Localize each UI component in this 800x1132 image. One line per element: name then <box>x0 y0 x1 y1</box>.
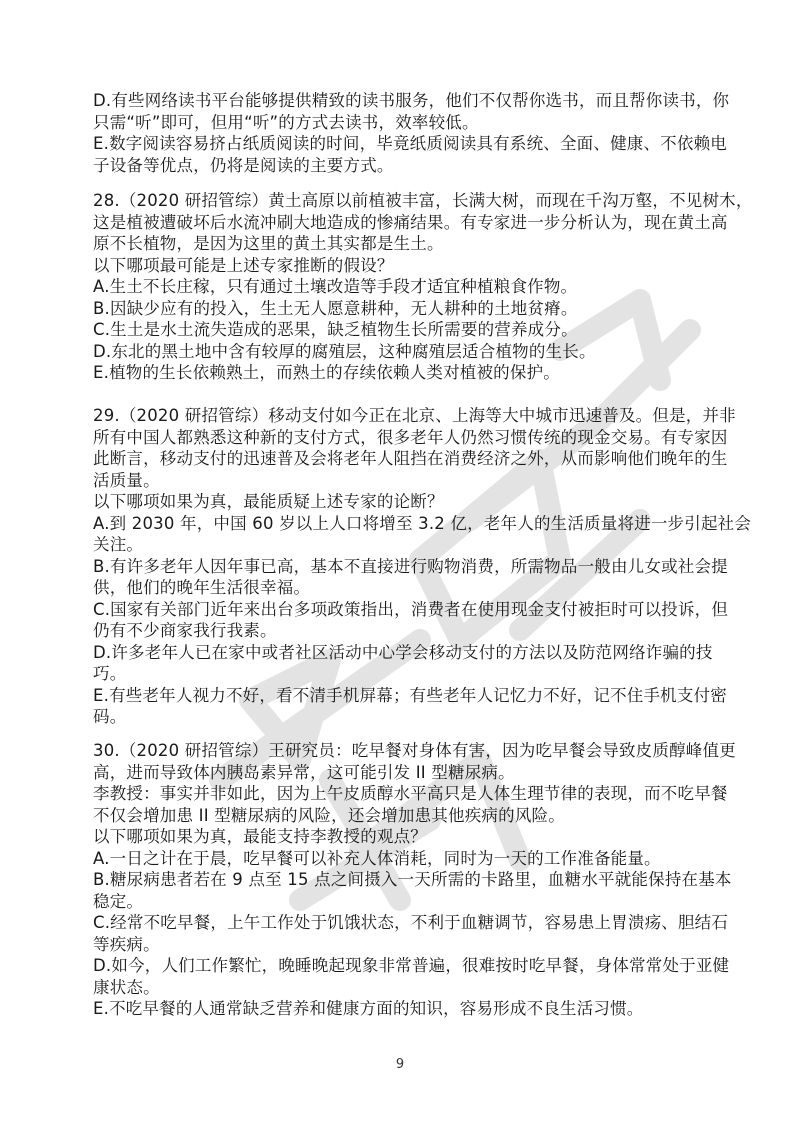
text-line: 不仅会增加患 II 型糖尿病的风险，还会增加患其他疾病的风险。 <box>93 805 565 825</box>
option-b: B.有许多老年人因年事已高，基本不直接进行购物消费，所需物品一般由儿女或社会提 <box>93 556 728 576</box>
option-a: A.一日之计在于晨，吃早餐可以补充人体消耗，同时为一天的工作准备能量。 <box>93 848 661 868</box>
text-line: 所有中国人都熟悉这种新的支付方式，很多老年人仍然习惯传统的现金交易。有专家因 <box>93 427 728 447</box>
text-line: 只需“听”即可，但用“听”的方式去读书，效率较低。 <box>93 112 479 132</box>
option-a: A.到 2030 年，中国 60 岁以上人口将增至 3.2 亿，老年人的生活质量将进一步引起社会 <box>93 513 752 533</box>
text-line: 等疾病。 <box>93 934 160 954</box>
text-line: 仍有不少商家我行我素。 <box>93 621 277 640</box>
text-line: 李教授：事实并非如此，因为上午皮质醇水平高只是人体生理节律的表现，而不吃早餐 <box>93 784 728 803</box>
option-c: C.经常不吃早餐，上午工作处于饥饿状态，不利于血糖调节，容易患上胃溃疡、胆结石 <box>93 913 729 932</box>
text-line: E.数字阅读容易挤占纸质阅读的时间，毕竟纸质阅读具有系统、全面、健康、不依赖电 <box>93 134 727 153</box>
option-e: E.有些老年人视力不好，看不清手机屏幕；有些老年人记忆力不好，记不住手机支付密 <box>93 685 727 705</box>
question-30-header: 30.（2020 研招管综）王研究员：吃早餐对身体有害，因为吃早餐会导致皮质醇峰值更 <box>93 741 736 760</box>
question-prompt: 以下哪项如果为真，最能质疑上述专家的论断？ <box>93 492 444 511</box>
option-c: C.国家有关部门近年来出台多项政策指出，消费者在使用现金支付被拒时可以投诉，但 <box>93 599 729 619</box>
question-28-header: 28.（2020 研招管综）黄土高原以前植被丰富，长满大树，而现在千沟万壑，不见树木， <box>93 191 753 210</box>
text-line: 关注。 <box>93 535 144 554</box>
text-line: 巧。 <box>93 664 127 683</box>
text-line: 子设备等优点，仍将是阅读的主要方式。 <box>93 155 394 175</box>
option-b: B.因缺少应有的投入，生土无人愿意耕种，无人耕种的土地贫瘠。 <box>93 298 578 318</box>
option-e: E.不吃早餐的人通常缺乏营养和健康方面的知识，容易形成不良生活习惯。 <box>93 999 644 1018</box>
question-prompt: 以下哪项如果为真，最能支持李教授的观点？ <box>93 827 427 846</box>
text-line: 高，进而导致体内胰岛素异常，这可能引发 II 型糖尿病。 <box>93 762 515 782</box>
option-d: D.如今，人们工作繁忙，晚睡晚起现象非常普遍，很难按时吃早餐，身体常常处于亚健 <box>93 956 730 975</box>
page-number: 9 <box>395 1057 405 1072</box>
text-line: 这是植被遭破坏后水流冲刷大地造成的惨痛结果。有专家进一步分析认为，现在黄土高 <box>93 212 728 232</box>
text-line: 稳定。 <box>93 891 144 911</box>
option-e: E.植物的生长依赖熟土，而熟土的存续依赖人类对植被的保护。 <box>93 363 560 382</box>
text-line: D.有些网络读书平台能够提供精致的读书服务，他们不仅帮你选书，而且帮你读书，你 <box>93 91 730 110</box>
text-line: 码。 <box>93 707 127 726</box>
text-line: 康状态。 <box>93 977 160 997</box>
option-d: D.许多老年人已在家中或者社区活动中心学会移动支付的方法以及防范网络诈骗的技 <box>93 642 713 662</box>
option-a: A.生土不长庄稼，只有通过土壤改造等手段才适宜种植粮食作物。 <box>93 277 578 296</box>
text-line: 此断言，移动支付的迅速普及会将老年人阻挡在消费经济之外，从而影响他们晚年的生 <box>93 449 728 468</box>
option-c: C.生土是水土流失造成的恶果，缺乏植物生长所需要的营养成分。 <box>93 320 578 339</box>
option-b: B.糖尿病患者若在 9 点至 15 点之间摄入一天所需的卡路里，血糖水平就能保持在基本 <box>93 870 732 889</box>
question-29-header: 29.（2020 研招管综）移动支付如今正在北京、上海等大中城市迅速普及。但是，并非 <box>93 406 736 425</box>
question-prompt: 以下哪项最可能是上述专家推断的假设？ <box>93 255 394 275</box>
text-line: 活质量。 <box>93 470 160 490</box>
text-line: 供，他们的晚年生活很幸福。 <box>93 578 311 597</box>
text-line: 原不长植物，是因为这里的黄土其实都是生土。 <box>93 234 444 253</box>
option-d: D.东北的黑土地中含有较厚的腐殖层，这种腐殖层适合植物的生长。 <box>93 341 596 361</box>
